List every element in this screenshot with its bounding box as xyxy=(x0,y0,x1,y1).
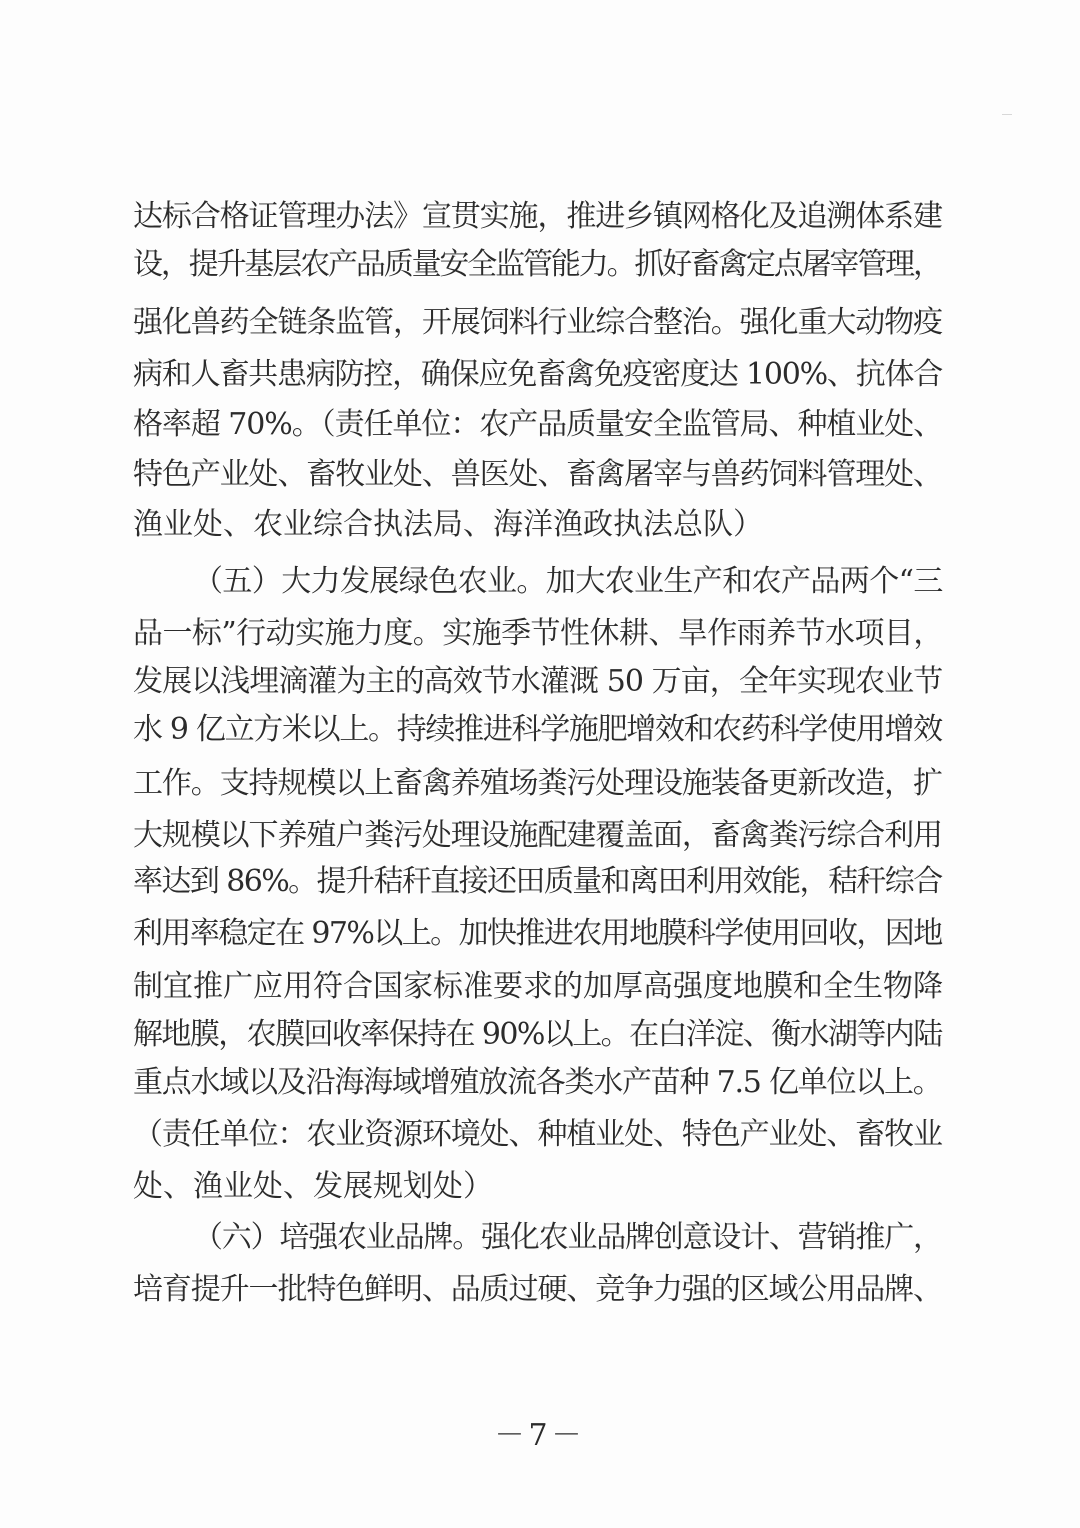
text-line-6: 特色产业处、畜牧业处、兽医处、畜禽屠宰与兽药饲料管理处、 xyxy=(133,457,942,492)
text-line-3: 强化兽药全链条监管，开展饲料行业综合整治。强化重大动物疫 xyxy=(133,305,942,340)
page-number: －7－ xyxy=(494,1418,586,1453)
text-line-16: 制宜推广应用符合国家标准要求的加厚高强度地膜和全生物降 xyxy=(133,969,943,1004)
text-line-12: 工作。支持规模以上畜禽养殖场粪污处理设施装备更新改造，扩 xyxy=(133,766,942,801)
text-line-15: 利用率稳定在 97%以上。加快推进农用地膜科学使用回收，因地 xyxy=(133,916,942,951)
text-line-17: 解地膜，农膜回收率保持在 90%以上。在白洋淀、衡水湖等内陆 xyxy=(133,1017,942,1052)
text-line-11: 水 9 亿立方米以上。持续推进科学施肥增效和农药科学使用增效 xyxy=(133,712,942,747)
text-line-14: 率达到 86%。提升秸秆直接还田质量和离田利用效能，秸秆综合 xyxy=(133,864,942,899)
text-line-22: 培育提升一批特色鲜明、品质过硬、竞争力强的区域公用品牌、 xyxy=(133,1272,942,1307)
text-line-2: 设，提升基层农产品质量安全监管能力。抓好畜禽定点屠宰管理， xyxy=(133,247,941,282)
section-six-heading-line: （六）培强农业品牌。强化农业品牌创意设计、营销推广， xyxy=(193,1220,942,1255)
text-line-18: 重点水域以及沿海海域增殖放流各类水产苗种 7.5 亿单位以上。 xyxy=(133,1065,942,1100)
text-line-20: 处、渔业处、发展规划处） xyxy=(133,1169,493,1204)
text-line-13: 大规模以下养殖户粪污处理设施配建覆盖面，畜禽粪污综合利用 xyxy=(133,818,942,853)
text-line-9: 品一标”行动实施力度。实施季节性休耕、旱作雨养节水项目， xyxy=(133,616,943,651)
text-line-1: 达标合格证管理办法》宣贯实施，推进乡镇网格化及追溯体系建 xyxy=(133,199,942,234)
text-line-19: （责任单位：农业资源环境处、种植业处、特色产业处、畜牧业 xyxy=(133,1117,942,1152)
text-line-4: 病和人畜共患病防控，确保应免畜禽免疫密度达 100%、抗体合 xyxy=(133,357,943,392)
text-line-5: 格率超 70%。（责任单位：农产品质量安全监管局、种植业处、 xyxy=(133,407,943,442)
text-line-7: 渔业处、农业综合执法局、海洋渔政执法总队） xyxy=(133,507,763,542)
section-five-heading-line: （五）大力发展绿色农业。加大农业生产和农产品两个“三 xyxy=(193,564,943,599)
scan-artifact xyxy=(1002,114,1012,119)
text-line-10: 发展以浅埋滴灌为主的高效节水灌溉 50 万亩，全年实现农业节 xyxy=(133,664,943,699)
